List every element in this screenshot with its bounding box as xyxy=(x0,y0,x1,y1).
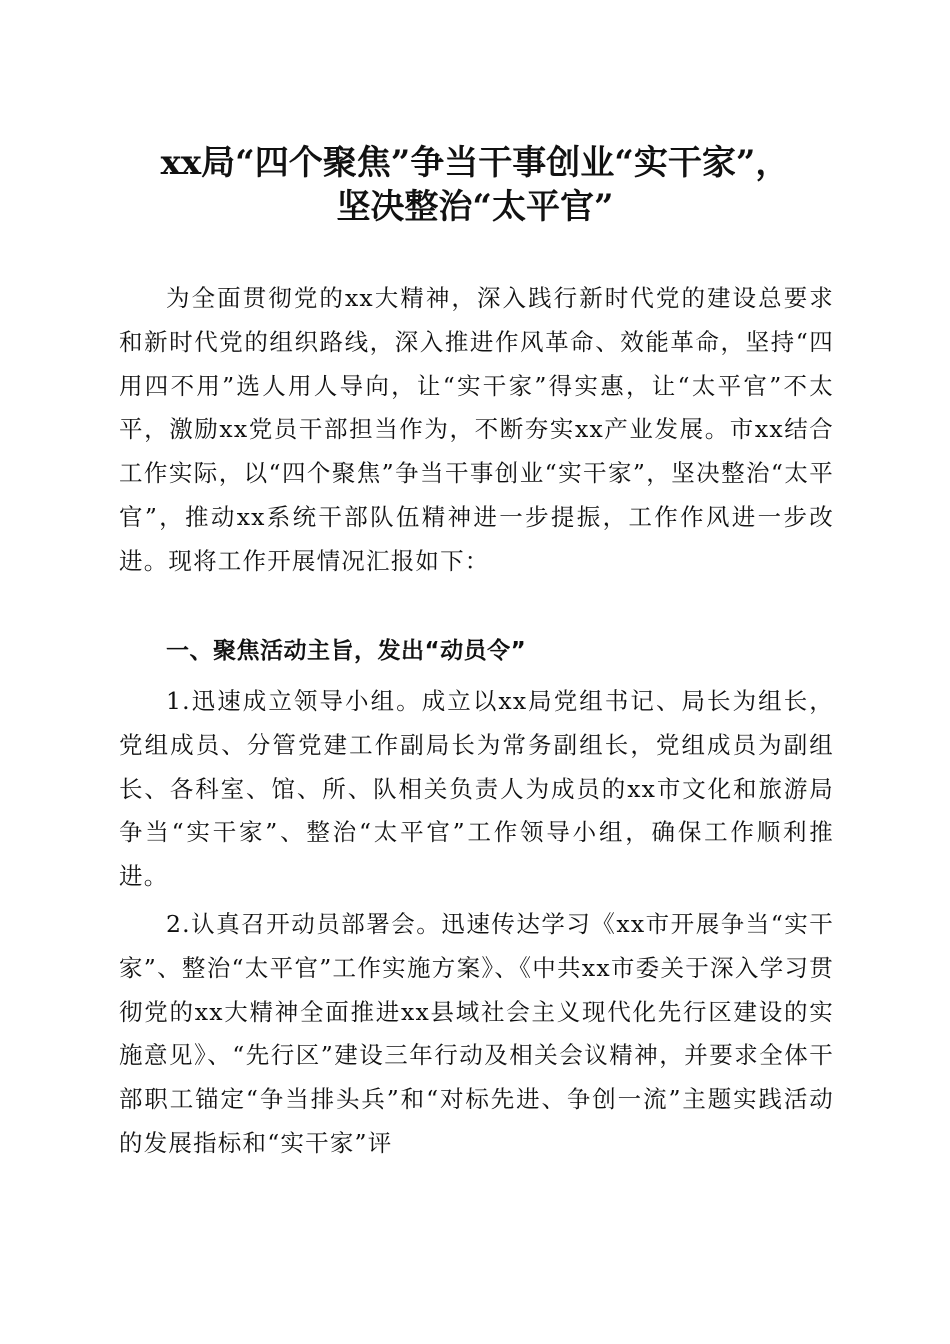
item-2-paragraph: 2.认真召开动员部署会。迅速传达学习《xx市开展争当“实干家”、整治“太平官”工作实施方案》、《中共xx市委关于深入学习贯彻党的xx大精神全面推进xx县域社会主义现代化先行区建设的实施意见》、“先行区”建设三年行动及相关会议精神，并要求全体干部职工锚定“争当排头兵”和“对标先进、争创一流”主题实践活动的发展指标和“实干家”评 xyxy=(119,910,834,1157)
intro-paragraph: 为全面贯彻党的xx大精神，深入践行新时代党的建设总要求和新时代党的组织路线，深入推进作风革命、效能革命，坚持“四用四不用”选人用人导向，让“实干家”得实惠，让“太平官”不太平，激励xx党员干部担当作为，不断夯实xx产业发展。市xx结合工作实际，以“四个聚焦”争当干事创业“实干家”，坚决整治“太平官”，推动xx系统干部队伍精神进一步提振，工作作风进一步改进。现将工作开展情况汇报如下： xyxy=(119,284,834,575)
section-1-heading: 一、聚焦活动主旨，发出“动员令” xyxy=(166,638,527,664)
item-1-paragraph: 1.迅速成立领导小组。成立以xx局党组书记、局长为组长，党组成员、分管党建工作副局长为常务副组长，党组成员为副组长、各科室、馆、所、队相关负责人为成员的xx市文化和旅游局争当“实干家”、整治“太平官”工作领导小组，确保工作顺利推进。 xyxy=(119,687,834,891)
document-title-line-1: xx局“四个聚焦”争当干事创业“实干家”， xyxy=(160,143,790,183)
document-title-line-2: 坚决整治“太平官” xyxy=(336,187,614,227)
